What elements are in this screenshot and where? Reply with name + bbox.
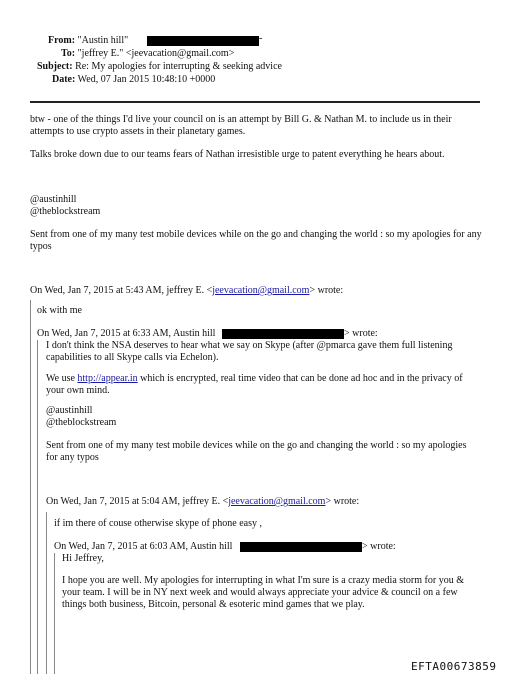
document-id: EFTA00673859 bbox=[411, 660, 497, 673]
quote2-sent-note: Sent from one of my many test mobile devices while on the go and changing the world : so my apologies for any typos bbox=[46, 440, 467, 463]
subject-row bbox=[37, 61, 282, 73]
quote2-signature-2: @theblockstream bbox=[46, 417, 117, 428]
quote4-greeting: Hi Jeffrey, bbox=[62, 553, 104, 564]
quote-bar-level-2 bbox=[37, 340, 38, 674]
quote2-paragraph-1: I don't think the NSA deserves to hear what we say on Skype (after @pmarca gave them full listening capabilities to all Skype calls via Echelon). bbox=[46, 340, 453, 363]
signature-line-2: @theblockstream bbox=[30, 206, 101, 217]
to-value: "jeffrey E." <jeevacation@gmail.com> bbox=[77, 48, 235, 59]
quote2-signature-1: @austinhill bbox=[46, 405, 93, 416]
quote2-p2-text-end: which is encrypted, real time video that can be done ad hoc and in the privacy of your own mind. bbox=[46, 373, 463, 396]
quote3-attrib-text: On Wed, Jan 7, 2015 at 5:04 AM, jeffrey E. < bbox=[46, 496, 229, 507]
date-label: Date: bbox=[52, 74, 76, 85]
quote4-attrib-suffix: > wrote: bbox=[362, 541, 396, 552]
subject-value: Re: My apologies for interrupting & seeking advice bbox=[75, 61, 282, 72]
quote3-body: if im there of couse otherwise skype of phone easy , bbox=[54, 518, 262, 529]
header-divider bbox=[30, 101, 480, 103]
quote2-paragraph-2 bbox=[46, 373, 476, 397]
redaction-bar bbox=[147, 36, 259, 46]
sent-from-note: Sent from one of my many test mobile devices while on the go and changing the world : so my apologies for any typos bbox=[30, 229, 482, 252]
quote1-attribution bbox=[30, 285, 343, 297]
date-value: Wed, 07 Jan 2015 10:48:10 +0000 bbox=[77, 74, 216, 85]
message-paragraph-2: Talks broke down due to our teams fears of Nathan irresistible urge to patent everything he hears about. bbox=[30, 149, 445, 160]
quote-bar-level-1 bbox=[30, 300, 31, 674]
signature-line-1: @austinhill bbox=[30, 194, 77, 205]
to-label: To: bbox=[61, 48, 76, 59]
appear-in-link[interactable]: http://appear.in bbox=[77, 373, 138, 384]
redaction-bar bbox=[222, 329, 344, 339]
quote3-email-link[interactable]: jeevacation@gmail.com bbox=[228, 496, 326, 507]
redaction-bar bbox=[240, 542, 362, 552]
quote4-paragraph-1: I hope you are well. My apologies for interrupting in what I'm sure is a crazy media storm for you & your team. I will be in NY next week and would always appreciate your advice & council on a few things both business, Bitcoin, personal & esoteric mind games that we play. bbox=[62, 575, 464, 610]
from-label: From: bbox=[48, 35, 76, 46]
quote3-attribution bbox=[46, 496, 359, 508]
from-row bbox=[48, 35, 128, 47]
quote4-attribution: On Wed, Jan 7, 2015 at 6:03 AM, Austin hill bbox=[54, 541, 233, 552]
to-row bbox=[61, 48, 234, 60]
quote-bar-level-4 bbox=[54, 553, 55, 674]
quote2-p2-text: We use bbox=[46, 373, 78, 384]
quote1-email-link[interactable]: jeevacation@gmail.com bbox=[212, 285, 310, 296]
date-row bbox=[52, 74, 215, 86]
message-paragraph-1: btw - one of the things I'd live your council on is an attempt by Bill G. & Nathan M. to include us in their attempts to use crypto assets in their planetary games. bbox=[30, 114, 452, 137]
quote-bar-level-3 bbox=[46, 512, 47, 674]
subject-label: Subject: bbox=[37, 61, 73, 72]
from-value: "Austin hill" bbox=[77, 35, 129, 46]
quote2-attrib-suffix: > wrote: bbox=[344, 328, 378, 339]
quote1-body: ok with me bbox=[37, 305, 82, 316]
quote3-attrib-suffix: > wrote: bbox=[325, 496, 360, 507]
quote1-attrib-suffix: > wrote: bbox=[309, 285, 344, 296]
quote2-attribution: On Wed, Jan 7, 2015 at 6:33 AM, Austin hill bbox=[37, 328, 216, 339]
quote1-attrib-text: On Wed, Jan 7, 2015 at 5:43 AM, jeffrey E. < bbox=[30, 285, 213, 296]
